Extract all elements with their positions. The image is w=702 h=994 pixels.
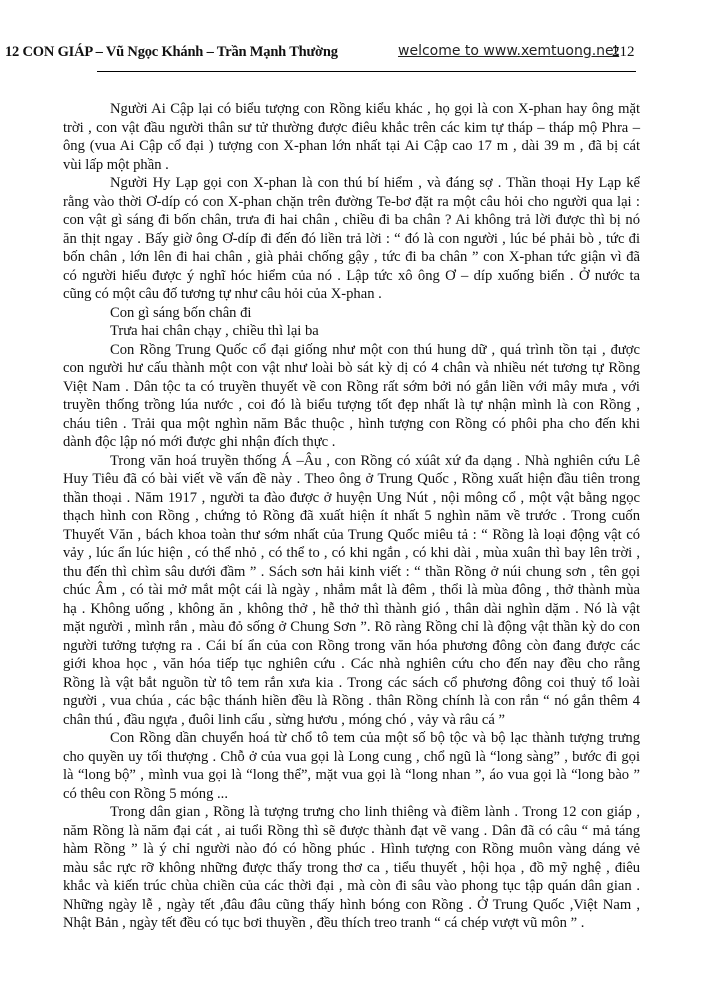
text-line: Thuyết Văn , bách khoa toàn thư sớm nhất của Trung Quốc miêu tả : “ Rồng là loại động vật có [63, 526, 640, 543]
text-line: thần thoại . Năm 1917 , người ta đào được ở huyện Ung Nút , nội mông cổ , một vật bằng ngọc [63, 489, 640, 506]
text-line: năm Rồng là năm đại cát , ai tuổi Rồng thì sẽ được thành đạt vẽ vang . Dân đã có câu “ mả táng [63, 822, 640, 839]
text-line: Con Rồng Trung Quốc cổ đại giống như một con thú hung dữ , quá trình tồn tại , được [110, 341, 640, 358]
text-line: Việt Nam . Dân tộc ta có truyền thuyết về con Rồng rất sớm bởi nó gắn liền với mây mưa , với [63, 378, 640, 395]
text-line: Trong văn hoá truyền thống Á –Âu , con Rồng có xúât xứ đa dạng . Nhà nghiên cứu Lê [110, 452, 640, 469]
text-line: Con Rồng dần chuyển hoá từ chổ tô tem của một số bộ tộc và bộ lạc thành tượng trưng [110, 730, 640, 746]
text-line: thu đến thì chìm sâu dưới đầm ” . Sách sơn hải kinh viết : “ thần Rồng ở núi chung sơn , tên gọi [63, 563, 640, 580]
text-line: mặt người , mình rắn , màu đỏ sống ở Chung Sơn ”. Rõ ràng Rồng chỉ là động vật thần kỳ do con [63, 619, 640, 635]
text-line: dành độc lập nó mới được ghi nhận đích thực . [63, 434, 336, 450]
text-line: vảy , lúc ẩn lúc hiện , có thể nhỏ , có thể to , có khi ngắn , có khi dài , mùa xuân thì bay lên trời , [63, 545, 640, 561]
text-line: hạ . Không uống , không ăn , không thở , hễ thở thì thành gió , thân dài nghìn dặm . Nó là vật [63, 600, 640, 617]
text-line: người tưởng tượng ra . Cái bí ẩn của con Rồng trong văn hóa phương đông còn đang được các [63, 637, 640, 654]
text-line: có thêu con Rồng 5 móng ... [63, 785, 228, 802]
text-line: Người Ai Cập lại có biểu tượng con Rồng kiểu khác , họ gọi là con X-phan hay ông mặt [110, 101, 640, 117]
text-line: hàm Rồng ” là ý chỉ người nào đó có hồng phúc . Hình tượng con Rồng muôn vàng dáng vẻ [63, 841, 640, 857]
paragraph [63, 100, 640, 174]
text-line: vùi lấp một phần . [63, 156, 169, 173]
paragraph [63, 341, 640, 452]
text-line: người , vua chúa , các bậc thánh hiền đều là Rồng . thân Rồng chính là con rắn “ nó gắn thêm 4 [63, 693, 640, 709]
document-body [63, 100, 640, 933]
text-line: Nhật Bản , ngày tết đều có tục bơi thuyền , đều thích treo tranh “ cá chép vượt vũ môn ” . [63, 915, 585, 931]
website-link[interactable]: welcome to www.xemtuong.net [398, 43, 620, 59]
text-line: ăn thịt ngay . Bấy giờ ông Ơ-díp đi đến đó liền trả lời : “ đó là con người , lúc bé phải bò , tức đi [63, 230, 640, 247]
text-line: con người hư cấu thành một con vật như loài bò sát kỳ dị có 4 chân và nhiều nét tương tự Rồng [63, 360, 640, 376]
text-line: Người Hy Lạp gọi con X-phan là con thú bí hiểm , và đáng sợ . Thần thoại Hy Lạp kể [110, 175, 640, 191]
paragraph [63, 452, 640, 730]
text-line: Trong dân gian , Rồng là tượng trưng cho linh thiêng và điềm lành . Trong 12 con giáp , [110, 804, 640, 820]
text-line: Trưa hai chân chạy , chiều thì lại ba [110, 323, 319, 339]
text-line: Những ngày lễ , ngày tết ,đâu đâu cũng thấy hình bóng con Rồng . Ở Trung Quốc ,Việt Nam , [63, 896, 640, 913]
paragraph [63, 174, 640, 304]
text-line: cho quyền uy tối thượng . Chỗ ở của vua gọi là Long cung , chổ ngũ là “long sàng” , bước đi gọi [63, 748, 640, 765]
text-line: bốn chân , lớn lên đi hai chân , già phải chống gậy , tức đi ba chân ” con X-phan tức giận vì đã [63, 249, 640, 265]
text-line: Huy Tiêu đã có bài viết về vấn đề này . Theo ông ở Trung Quốc , Rồng xuất hiện đầu tiên trong [63, 471, 640, 487]
text-line: ông (vua Ai Cập cổ đại ) tượng con X-phan lớn nhất tại Ai Cập cao 17 m , dài 39 m , đã bị cát [63, 138, 640, 154]
text-line: con vật gì sáng đi bốn chân, trưa đi hai chân , chiều đi ba chân ? Ai không trả lời được thì bị nó [63, 212, 640, 228]
text-line: truyền thống trồng lúa nước , coi đó là biểu tượng tốt đẹp nhất là tự nhận mình là con Rồng , [63, 397, 640, 413]
text-line: cũng có một câu đố tương tự như câu hỏi của X-phan . [63, 286, 382, 302]
text-line: chân thú , đầu ngựa , đuôi linh cẩu , sừng hươu , móng chó , vảy và râu cá ” [63, 711, 505, 728]
header-title: 12 CON GIÁP – Vũ Ngọc Khánh – Trần Mạnh Thường [5, 44, 338, 60]
text-line: thạch hình con Rồng , chứng tỏ Rồng đã xuất hiện ít nhất 5 nghìn năm về trước . Trong cuốn [63, 508, 640, 524]
text-line: là “long bộ” , mình vua gọi là “long thể”, mặt vua gọi là “long nhan ”, áo vua gọi là “long bào ” [63, 767, 640, 783]
text-line: Rồng là vật bắt nguồn từ tô tem rắn xưa kia . Trong các sách cổ phương đông coi thuỷ tổ loài [63, 674, 640, 691]
text-line: khắc và kiến trúc chùa chiền của các thời đại , mà còn đi sâu vào phong tục tập quán dân gian . [63, 878, 640, 894]
text-line: giới khoa học , văn hóa tiếp tục nghiên cứu . Các nhà nghiên cứu cho đến nay đều cho rằng [63, 656, 640, 672]
page-number: 212 [612, 44, 635, 60]
text-line: chúc Âm , có tài mở mắt một cái là ngày , nhắm mắt là đêm , thổi là mùa đông , thở thành mùa [63, 582, 640, 598]
text-line: màu sắc rực rỡ không những được thấy trong thơ ca , tiểu thuyết , hội họa , đồ mỹ nghệ , điêu [63, 859, 640, 876]
text-line: cháu tiên . Trải qua một nghìn năm Bắc thuộc , hình tượng con Rồng có phôi pha cho đến khi [63, 415, 640, 432]
text-line: Con gì sáng bốn chân đi [110, 304, 252, 321]
text-line: rằng vào thời Ơ-díp có con X-phan chặn trên đường Te-bơ đặt ra một câu hỏi cho người qua lại : [63, 193, 640, 210]
paragraph [63, 803, 640, 933]
header-divider [97, 71, 636, 72]
verse [63, 304, 640, 341]
text-line: trời , con vật đầu người thân sư tử thường được điêu khắc trên các kim tự tháp – tháp mộ Phra – [63, 119, 640, 136]
paragraph [63, 729, 640, 803]
text-line: có người hiểu được ý nghĩ hóc hiểm của nó . Lập tức xô ông Ơ – díp xuống biển . Ở nước ta [63, 267, 640, 284]
